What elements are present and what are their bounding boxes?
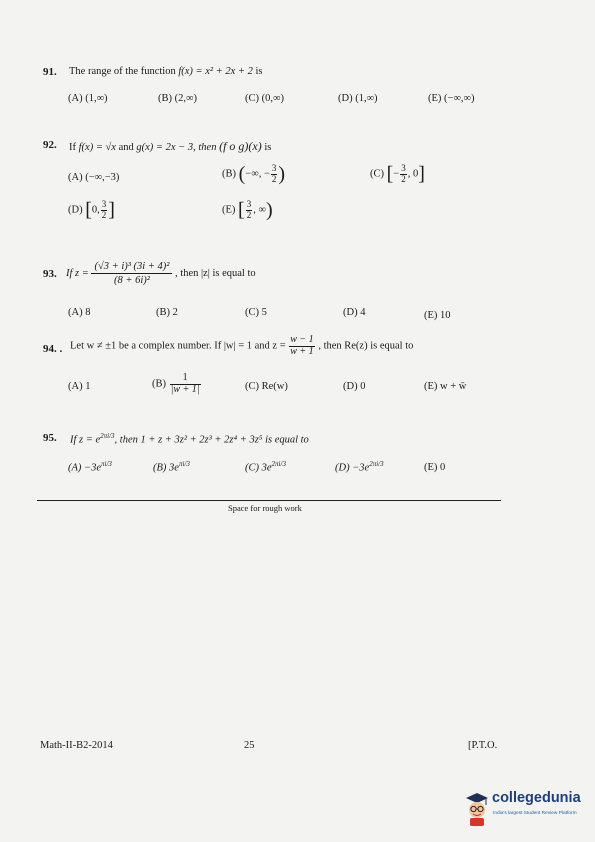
footer-page-number: 25	[244, 740, 255, 751]
q95-option-c-base: (C) 3e	[245, 462, 272, 474]
q93-stem	[66, 260, 256, 287]
q95-option-b-base: (B) 3e	[153, 462, 179, 474]
q95-stem	[70, 432, 309, 446]
q94-option-c: (C) Re(w)	[245, 381, 288, 392]
q91-stem-end: is	[255, 66, 263, 77]
q92-g-def: g(x) = 2x − 3, then	[136, 142, 217, 153]
q92-option-c-open-bracket: [	[386, 163, 394, 185]
q92-option-d-label: (D)	[68, 204, 83, 216]
q91-stem	[69, 66, 263, 77]
q95-option-b-exp: πi/3	[178, 460, 190, 468]
q94-option-a: (A) 1	[68, 381, 91, 392]
q92-option-b-close-paren: )	[278, 163, 286, 185]
q93-option-d: (D) 4	[343, 307, 366, 318]
q95-option-d-base: (D) −3e	[335, 462, 370, 474]
q94-number: 94. .	[43, 343, 63, 355]
q92-f-def: f(x) = √x	[78, 142, 116, 153]
q93-numerator: (√3 + i)³ (3i + 4)²	[94, 261, 170, 272]
q92-option-e-fraction: $\frac{3}{2}$	[246, 199, 252, 220]
q92-is: is	[264, 142, 272, 153]
q92-option-d	[68, 200, 115, 220]
q91-option-b: (B) (2,∞)	[158, 93, 197, 104]
q93-option-a: (A) 8	[68, 307, 91, 318]
q95-option-b	[153, 460, 190, 474]
q92-option-d-fraction: $\frac{3}{2}$	[101, 199, 107, 220]
q91-number: 91.	[43, 66, 57, 78]
q91-option-d: (D) (1,∞)	[338, 93, 378, 104]
q92-option-d-open-bracket: [	[85, 199, 92, 221]
q94-option-b-label: (B)	[152, 378, 166, 390]
q92-option-c	[370, 164, 425, 184]
q93-option-c: (C) 5	[245, 307, 267, 318]
q94-option-d: (D) 0	[343, 381, 366, 392]
q95-option-a-exp: πi/3	[101, 460, 112, 468]
q95-option-c-exp: 2πi/3	[271, 460, 286, 468]
q94-stem-a: Let w ≠ ±1 be a complex number. If |w| = 1 and z =	[70, 340, 286, 352]
q95-option-d	[335, 460, 384, 474]
q93-number: 93.	[43, 268, 57, 280]
footer-exam-code: Math-II-B2-2014	[40, 740, 113, 751]
q94-fraction: $\frac{w - 1}{w + 1}$	[290, 334, 314, 357]
q92-option-c-close-bracket: ]	[418, 163, 425, 185]
q94-stem-b: , then Re(z) is equal to	[318, 340, 414, 352]
q92-option-e-label: (E)	[222, 204, 236, 216]
q91-stem-text: The range of the function	[69, 66, 176, 77]
q92-option-a: (A) (−∞,−3)	[68, 172, 120, 183]
graduate-mascot-icon	[462, 788, 492, 828]
q92-option-e-right: , ∞	[253, 204, 266, 216]
q92-option-b-left: −∞, −	[245, 168, 270, 180]
q95-option-a	[68, 460, 112, 474]
q94-option-b-fraction: $\frac{1}{|w + 1|}$	[170, 372, 200, 395]
q92-option-e	[222, 200, 273, 220]
q92-option-b-label: (B)	[222, 168, 236, 180]
q92-option-d-left: 0,	[91, 204, 100, 216]
footer-pto: [P.T.O.	[468, 740, 498, 751]
q95-number: 95.	[43, 432, 57, 444]
q95-stem-b: , then 1 + z + 3z² + 2z³ + 2z⁴ + 3z⁵ is equal to	[114, 434, 309, 446]
q92-number: 92.	[43, 139, 57, 151]
q93-option-b: (B) 2	[156, 307, 178, 318]
q92-option-b-fraction: $\frac{3}{2}$	[271, 163, 277, 184]
q92-if: If	[69, 142, 76, 153]
q95-option-a-base: (A) −3e	[68, 462, 102, 474]
q92-option-c-minus: −	[393, 168, 400, 180]
q95-option-e: (E) 0	[424, 462, 446, 473]
q93-then: , then |z| is equal to	[175, 268, 256, 280]
q92-and: and	[118, 142, 134, 153]
q91-option-e: (E) (−∞,∞)	[428, 93, 475, 104]
q92-option-e-close-paren: )	[265, 199, 273, 221]
rough-work-divider	[37, 500, 501, 501]
q94-option-e: (E) w + w̄	[424, 381, 467, 392]
q91-option-c: (C) (0,∞)	[245, 93, 284, 104]
q92-option-b-open-paren: (	[238, 163, 246, 185]
q92-option-c-label: (C)	[370, 168, 384, 180]
q92-option-b	[222, 164, 285, 184]
q92-option-d-close-bracket: ]	[108, 199, 115, 221]
q93-option-e: (E) 10	[424, 310, 451, 321]
q95-option-d-exp: 2πi/3	[369, 460, 384, 468]
q95-stem-a: If z = e	[70, 434, 101, 446]
q91-stem-math: f(x) = x² + 2x + 2	[178, 66, 253, 77]
q95-option-c	[245, 460, 286, 474]
q92-stem	[69, 139, 271, 154]
q93-if-z: If z =	[66, 268, 89, 280]
q92-fog: (f o g)(x)	[219, 139, 262, 153]
q93-denominator: (8 + 6i)²	[91, 273, 172, 287]
logo-tagline: India's largest Student Review Platform	[493, 811, 577, 816]
q95-stem-exp: 2πi/3	[100, 432, 115, 440]
q94-stem	[70, 335, 413, 357]
q93-fraction	[91, 260, 172, 287]
q91-option-a: (A) (1,∞)	[68, 93, 108, 104]
logo-wordmark: collegedunia	[492, 790, 581, 806]
rough-work-label: Space for rough work	[228, 503, 302, 513]
q92-option-c-right: , 0	[407, 168, 419, 180]
q94-option-b	[152, 373, 202, 395]
q92-option-c-fraction: $\frac{3}{2}$	[401, 163, 406, 184]
q92-option-e-open-bracket: [	[238, 199, 245, 221]
collegedunia-logo	[462, 788, 590, 832]
